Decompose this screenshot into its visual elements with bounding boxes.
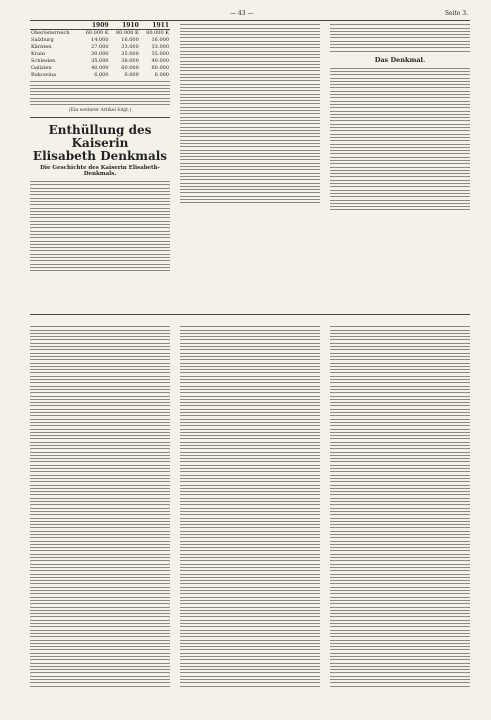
table-row: Galizien 40.000 60.000 60.000: [31, 65, 169, 71]
newspaper-page: [30, 8, 470, 712]
table-row: Krain 30.000 35.000 35.000: [31, 51, 169, 57]
section-title: Das Denkmal.: [374, 55, 426, 64]
page-number: — 43 —: [230, 10, 254, 17]
column-3: [330, 22, 470, 213]
body-text: [30, 81, 170, 105]
table-header: 1911: [140, 22, 170, 30]
table-row: Kärnten 27.000 33.000 33.000: [31, 44, 169, 50]
body-text: [180, 24, 320, 203]
article-headline: Enthüllung des Kaiserin Elisabeth Denkmals: [32, 123, 168, 164]
header-right: Seite 3.: [444, 10, 468, 17]
table-row: Bukowina 6.000 6.000 6.000: [31, 72, 169, 78]
table-header: 1910: [110, 22, 140, 30]
table-row: Schlesien 35.000 36.000 40.000: [31, 58, 169, 64]
column-2: [180, 22, 320, 206]
body-text: [330, 68, 470, 211]
article-subtitle: Die Geschichte des Kaiserin Elisabeth-Denkmals.: [40, 165, 160, 178]
section-rule: [30, 314, 470, 315]
table-row: Salzburg 14.000 16.000 16.000: [31, 37, 169, 43]
divider: [30, 117, 170, 118]
bottom-column-3: [330, 324, 470, 689]
header-rule: [30, 20, 470, 21]
table-header: 1909: [79, 22, 109, 30]
body-text: [330, 24, 470, 51]
bottom-column-1: [30, 324, 170, 689]
bottom-column-2: [180, 324, 320, 689]
table-row: Oberösterreich 60.000 K 80.000 K 80.000 K: [31, 30, 169, 36]
body-text: [30, 181, 170, 271]
page-header: [30, 8, 470, 20]
continued-note: (Ein weiterer Artikel folgt.): [68, 107, 132, 113]
column-1: [30, 22, 170, 273]
statistics-table: [30, 22, 170, 79]
